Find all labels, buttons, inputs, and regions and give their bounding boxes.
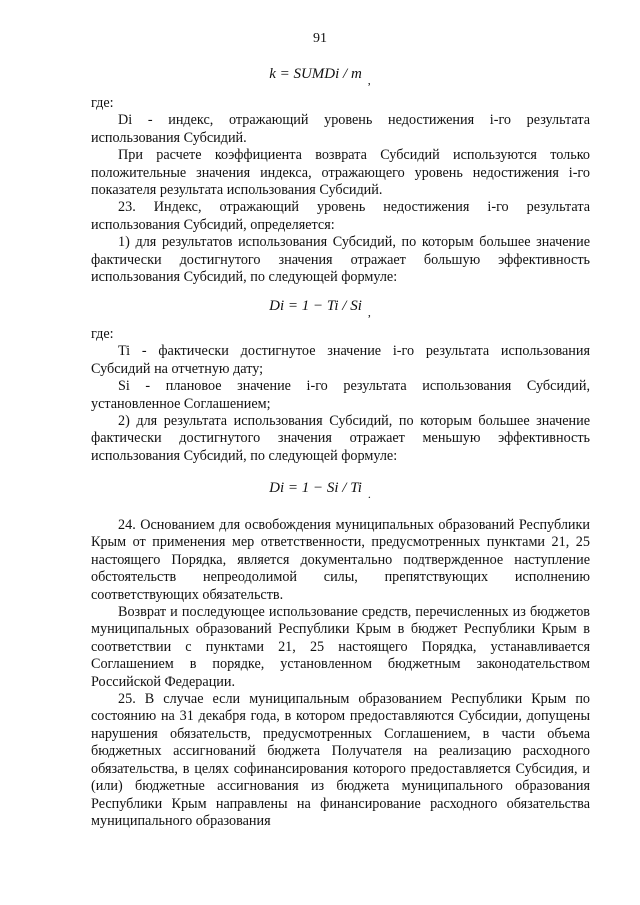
page-number: 91 (313, 31, 327, 46)
paragraph-refund-coefficient: При расчете коэффициента возврата Субсидий используются только положительные значения индекса, отражающего уровень недостижения i-го показателя результата использования Субсидий. (91, 147, 590, 199)
formula-di-1 (0, 298, 640, 320)
where-label-2: где: (91, 326, 114, 342)
si-definition: Si - плановое значение i-го результата использования Субсидий, установленное Соглашением; (91, 378, 590, 412)
paragraph-return-funds: Возврат и последующее использование средств, перечисленных из бюджетов муниципальных образований Республики Крым в бюджет Республики Крым в соответствии с пунктами 21, 25 настоящего Порядка, устанавливается Соглашением в порядке, установленном бюджетным законодательством Российской Федерации. (91, 604, 590, 690)
formula-k-punctuation: , (367, 73, 371, 87)
paragraph-25: 25. В случае если муниципальным образованием Республики Крым по состоянию на 31 декабря года, в котором предоставляются Субсидии, допущены нарушения обязательств, предусмотренных Соглашением, в части объема бюджетных ассигнований бюджета Получателя на реализацию расходного обязательства, в целях софинансирования которого предоставляется Субсидия, и (или) бюджетные ассигнования из бюджета муниципального образования Республики Крым направлены на финансирование расходного обязательства муниципального образования (91, 691, 590, 829)
formula-di-2-expression: Di = 1 − Si / Ti (269, 480, 362, 496)
where-label: где: (91, 95, 114, 111)
paragraph-23: 23. Индекс, отражающий уровень недостижения i-го результата использования Субсидий, определяется: (91, 199, 590, 233)
paragraph-23-item-1: 1) для результатов использования Субсидий, по которым большее значение фактически достигнутого значения отражает большую эффективность использования Субсидий, по следующей формуле: (91, 234, 590, 286)
text-block-variables (91, 326, 590, 465)
ti-definition: Ti - фактически достигнутое значение i-го результата использования Субсидий на отчетную дату; (91, 343, 590, 377)
paragraph-23-item-2: 2) для результата использования Субсидий, по которым большее значение фактически достигнутого значения отражает меньшую эффективность использования Субсидий, по следующей формуле: (91, 413, 590, 464)
paragraph-24: 24. Основанием для освобождения муниципальных образований Республики Крым от применения мер ответственности, предусмотренных пунктами 21, 25 настоящего Порядка, является документально подтвержденное наступление обстоятельств непреодолимой силы, препятствующих исполнению соответствующих обязательств. (91, 517, 590, 603)
formula-k-expression: k = SUMDi / m (269, 66, 362, 82)
text-block-articles (91, 517, 590, 830)
formula-di-2-punctuation: . (367, 487, 371, 501)
formula-di-1-punctuation: , (367, 305, 371, 319)
text-block-definitions (91, 95, 590, 286)
di-definition: Di - индекс, отражающий уровень недостижения i-го результата использования Субсидий. (91, 112, 590, 146)
formula-di-1-expression: Di = 1 − Ti / Si (269, 298, 362, 314)
formula-k (0, 66, 640, 88)
formula-di-2 (0, 480, 640, 502)
